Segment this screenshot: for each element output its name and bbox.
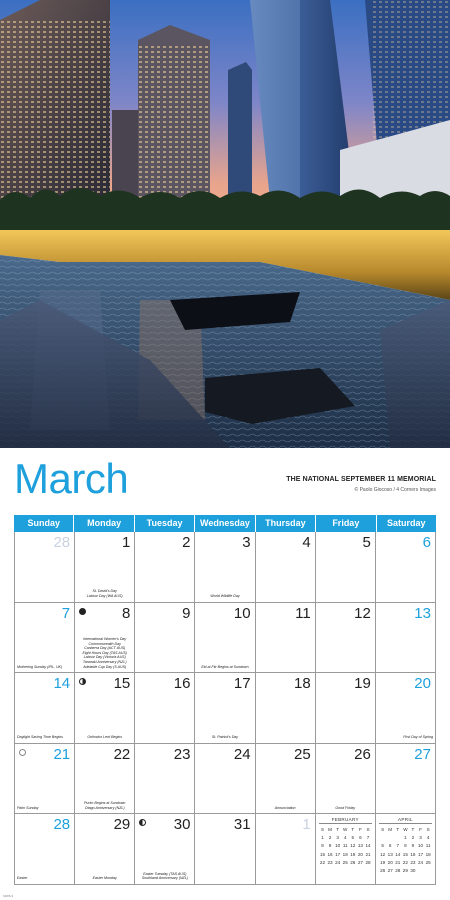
mini-day: 19 <box>350 851 356 857</box>
holiday-note: Easter Tuesday (TAS AUS) <box>143 871 187 876</box>
mini-day: 17 <box>335 851 341 857</box>
mini-day: 6 <box>359 835 362 841</box>
day-number: 1 <box>121 534 131 551</box>
mini-day: 1 <box>404 835 407 841</box>
mini-calendar-title: FEBRUARY <box>319 817 372 824</box>
day-cell[interactable] <box>14 673 75 744</box>
calendar-weeks <box>14 532 436 885</box>
mini-day: 11 <box>425 843 431 849</box>
day-cell[interactable] <box>75 744 135 815</box>
day-number: 9 <box>182 604 191 622</box>
mini-day: 21 <box>395 859 401 865</box>
mini-day: 4 <box>343 835 347 841</box>
mini-day <box>424 866 432 874</box>
last-moon-icon <box>139 819 146 826</box>
day-cell[interactable] <box>256 814 316 885</box>
mini-day: 5 <box>381 843 384 849</box>
mini-weekday: S <box>381 826 385 832</box>
day-number: 22 <box>113 745 131 763</box>
mini-day: 5 <box>351 835 355 841</box>
holiday-note: Palm Sunday <box>17 805 39 810</box>
mini-day: 23 <box>410 859 416 865</box>
week-row <box>14 673 436 744</box>
full-moon-icon <box>19 749 26 756</box>
day-number: 31 <box>233 816 251 834</box>
mini-day: 21 <box>365 851 371 857</box>
day-cell[interactable] <box>195 603 255 674</box>
mini-day: 19 <box>380 859 386 865</box>
mini-day: 29 <box>402 867 408 873</box>
day-number: 10 <box>233 604 251 622</box>
holiday-note: Commonwealth Day <box>88 641 121 646</box>
weekday-thursday: Thursday <box>256 515 316 532</box>
mini-day: 15 <box>402 851 408 857</box>
day-cell[interactable] <box>75 673 135 744</box>
day-cell[interactable] <box>316 744 376 815</box>
day-cell[interactable] <box>256 744 316 815</box>
mini-day: 17 <box>417 851 424 857</box>
day-number: 20 <box>414 675 431 693</box>
weekday-sunday: Sunday <box>14 515 74 532</box>
day-number: 1 <box>302 816 311 834</box>
day-number: 5 <box>362 534 371 551</box>
mini-day <box>334 866 342 874</box>
holiday-note: International Women's Day <box>83 637 127 641</box>
day-number: 24 <box>233 745 251 763</box>
day-number: 8 <box>121 604 131 622</box>
mini-day: 8 <box>404 843 407 849</box>
day-cell[interactable] <box>316 673 376 744</box>
mini-day <box>349 866 357 874</box>
mini-calendar <box>379 817 432 874</box>
day-cell[interactable] <box>14 532 75 603</box>
weekday-wednesday: Wednesday <box>195 515 255 532</box>
mini-weekday: T <box>411 826 415 832</box>
mini-day: 6 <box>388 843 392 849</box>
mini-weekday: F <box>358 826 362 832</box>
mini-weekday: T <box>336 826 340 832</box>
day-cell[interactable] <box>135 814 195 885</box>
mini-day: 22 <box>319 859 326 865</box>
mini-weekday: T <box>396 826 400 832</box>
mini-day: 13 <box>357 843 363 849</box>
holiday-note: Eid al-Fitr Begins at Sundown <box>201 664 249 669</box>
mini-day: 9 <box>328 843 332 849</box>
holiday-note: Good Friday <box>335 805 356 810</box>
mini-day: 2 <box>328 835 332 841</box>
mini-weekday: W <box>343 826 348 832</box>
mini-calendar-april <box>376 814 436 885</box>
day-number: 27 <box>414 745 431 763</box>
mini-day: 9 <box>411 843 415 849</box>
mini-day <box>326 866 334 874</box>
holiday-note: St. Patrick's Day <box>211 735 239 740</box>
day-number: 17 <box>233 675 251 693</box>
day-number: 21 <box>53 745 71 763</box>
mini-day: 24 <box>335 859 341 865</box>
holiday-note: World Wildlife Day <box>210 594 240 598</box>
holiday-note: Labour Day (WA AUS) <box>86 594 123 598</box>
first-moon-icon <box>79 678 86 685</box>
mini-day: 8 <box>321 843 324 849</box>
holiday-note: Southland Anniversary (NZL) <box>141 876 188 881</box>
day-number: 13 <box>414 604 431 622</box>
holiday-note: Adelaide Cup Day (S AUS) <box>83 664 127 669</box>
mini-weekday: W <box>403 826 408 832</box>
day-number: 19 <box>354 675 371 693</box>
mini-day: 27 <box>357 859 363 865</box>
mini-day: 4 <box>426 835 430 841</box>
mini-day: 3 <box>419 835 422 841</box>
mini-day <box>386 834 394 842</box>
mini-day: 14 <box>395 851 401 857</box>
mini-day: 27 <box>387 867 393 873</box>
memorial-photo <box>0 0 450 448</box>
mini-day <box>357 866 365 874</box>
mini-day: 20 <box>387 859 393 865</box>
mini-day: 23 <box>327 859 333 865</box>
calendar-grid <box>14 515 436 885</box>
mini-day: 13 <box>387 851 393 857</box>
mini-day: 3 <box>336 835 339 841</box>
day-number: 4 <box>302 534 311 551</box>
mini-weekday: F <box>419 826 422 832</box>
day-number: 18 <box>294 675 311 693</box>
day-cell[interactable] <box>14 603 75 674</box>
day-cell[interactable] <box>316 603 376 674</box>
day-cell[interactable] <box>14 814 75 885</box>
day-cell[interactable] <box>195 744 255 815</box>
weekday-saturday: Saturday <box>386 518 426 528</box>
day-number: 3 <box>242 534 251 551</box>
mini-day: 2 <box>411 835 415 841</box>
mini-day: 25 <box>425 859 431 865</box>
mini-day: 24 <box>417 859 424 865</box>
mini-day: 20 <box>357 851 363 857</box>
mini-weekday: S <box>320 826 325 832</box>
day-number: 23 <box>173 745 191 763</box>
day-cell[interactable] <box>135 673 195 744</box>
week-row <box>14 814 436 885</box>
mini-day: 30 <box>410 867 416 873</box>
day-number: 7 <box>61 604 71 622</box>
day-cell[interactable] <box>135 603 195 674</box>
day-number: 29 <box>113 816 131 834</box>
day-cell[interactable] <box>256 603 316 674</box>
day-cell[interactable] <box>376 603 436 674</box>
day-cell[interactable] <box>195 532 255 603</box>
weekday-header <box>14 515 436 532</box>
mini-day: 10 <box>335 843 341 849</box>
weekday-tuesday: Tuesday <box>135 515 195 532</box>
mini-day: 15 <box>319 851 326 857</box>
mini-day <box>394 834 402 842</box>
day-number: 2 <box>182 534 191 551</box>
mini-day: 18 <box>425 851 431 857</box>
day-cell[interactable] <box>75 532 135 603</box>
mini-day: 16 <box>410 851 416 857</box>
mini-calendar-title: APRIL <box>379 817 432 824</box>
day-number: 6 <box>422 534 431 551</box>
mini-day: 7 <box>366 835 370 841</box>
month-title: March <box>14 455 129 502</box>
holiday-note: Daylight Saving Time Begins <box>17 735 63 740</box>
new-moon-icon <box>79 608 86 615</box>
mini-weekday: M <box>388 826 393 832</box>
mini-day <box>341 866 349 874</box>
holiday-note: Eight Hours Day (TAS AUS) <box>82 650 127 655</box>
holiday-note: Labour Day (Victoria AUS) <box>83 655 126 660</box>
holiday-note: Otago Anniversary (NZL) <box>84 805 125 810</box>
day-number: 30 <box>173 816 191 834</box>
day-cell[interactable] <box>376 673 436 744</box>
mini-day: 26 <box>380 867 386 873</box>
weekday-friday: Friday <box>316 515 376 532</box>
day-number: 15 <box>113 675 131 693</box>
day-number: 12 <box>354 604 371 622</box>
holiday-note: Mothering Sunday (IRL, UK) <box>17 664 63 669</box>
holiday-note: Easter <box>17 876 28 881</box>
day-cell[interactable] <box>135 532 195 603</box>
mini-day: 1 <box>321 835 324 841</box>
day-cell[interactable] <box>256 673 316 744</box>
holiday-note: Annunciation <box>274 805 296 810</box>
mini-day <box>364 866 372 874</box>
mini-day: 22 <box>402 859 408 865</box>
day-number: 16 <box>173 675 191 693</box>
mini-day: 10 <box>417 843 424 849</box>
day-cell[interactable] <box>195 814 255 885</box>
mini-weekday: S <box>366 826 370 832</box>
day-cell[interactable] <box>376 744 436 815</box>
holiday-note: St. David's Day <box>92 589 117 594</box>
holiday-note: Purim Begins at Sundown <box>84 801 126 806</box>
photo-caption: THE NATIONAL SEPTEMBER 11 MEMORIAL <box>286 476 436 483</box>
mini-day: 7 <box>396 843 400 849</box>
holiday-note: Orthodox Lent Begins <box>87 735 123 740</box>
mini-day: 25 <box>342 859 348 865</box>
day-cell[interactable] <box>256 532 316 603</box>
mini-day: 12 <box>380 851 386 857</box>
day-number: 28 <box>53 534 71 551</box>
mini-calendar-february <box>316 814 376 885</box>
mini-day <box>379 834 387 842</box>
mini-day: 18 <box>342 851 348 857</box>
photo-credit: © Paolo Giocoso / 4 Corners Images <box>354 487 436 493</box>
mini-day: 26 <box>350 859 356 865</box>
day-cell[interactable] <box>75 603 135 674</box>
week-row <box>14 603 436 674</box>
mini-day: 14 <box>365 843 371 849</box>
day-cell[interactable] <box>14 744 75 815</box>
day-cell[interactable] <box>376 532 436 603</box>
week-row <box>14 744 436 815</box>
day-number: 26 <box>354 745 371 763</box>
day-cell[interactable] <box>195 673 255 744</box>
day-number: 11 <box>295 604 311 622</box>
day-number: 14 <box>53 675 71 693</box>
mini-day <box>417 866 425 874</box>
day-number: 25 <box>294 745 311 763</box>
holiday-note: First Day of Spring <box>403 735 433 740</box>
mini-day: 28 <box>395 867 401 873</box>
mini-day <box>319 866 327 874</box>
mini-weekday: T <box>351 826 355 832</box>
weekday-monday: Monday <box>74 515 134 532</box>
day-cell[interactable] <box>75 814 135 885</box>
day-cell[interactable] <box>316 532 376 603</box>
mini-day: 28 <box>365 859 371 865</box>
holiday-note: Easter Monday <box>92 876 117 881</box>
holiday-note: Taranaki Anniversary (NZL) <box>82 660 127 664</box>
week-row <box>14 532 436 603</box>
mini-weekday: S <box>426 826 430 832</box>
mini-calendar <box>319 817 372 874</box>
holiday-note: Canberra Day (ACT AUS) <box>84 646 126 651</box>
mini-weekday: M <box>328 826 332 832</box>
mini-day: 11 <box>342 843 348 849</box>
mini-day: 16 <box>327 851 333 857</box>
print-code: SR86-9 <box>3 894 14 898</box>
day-number: 28 <box>53 816 71 834</box>
mini-day: 12 <box>350 843 356 849</box>
day-cell[interactable] <box>135 744 195 815</box>
